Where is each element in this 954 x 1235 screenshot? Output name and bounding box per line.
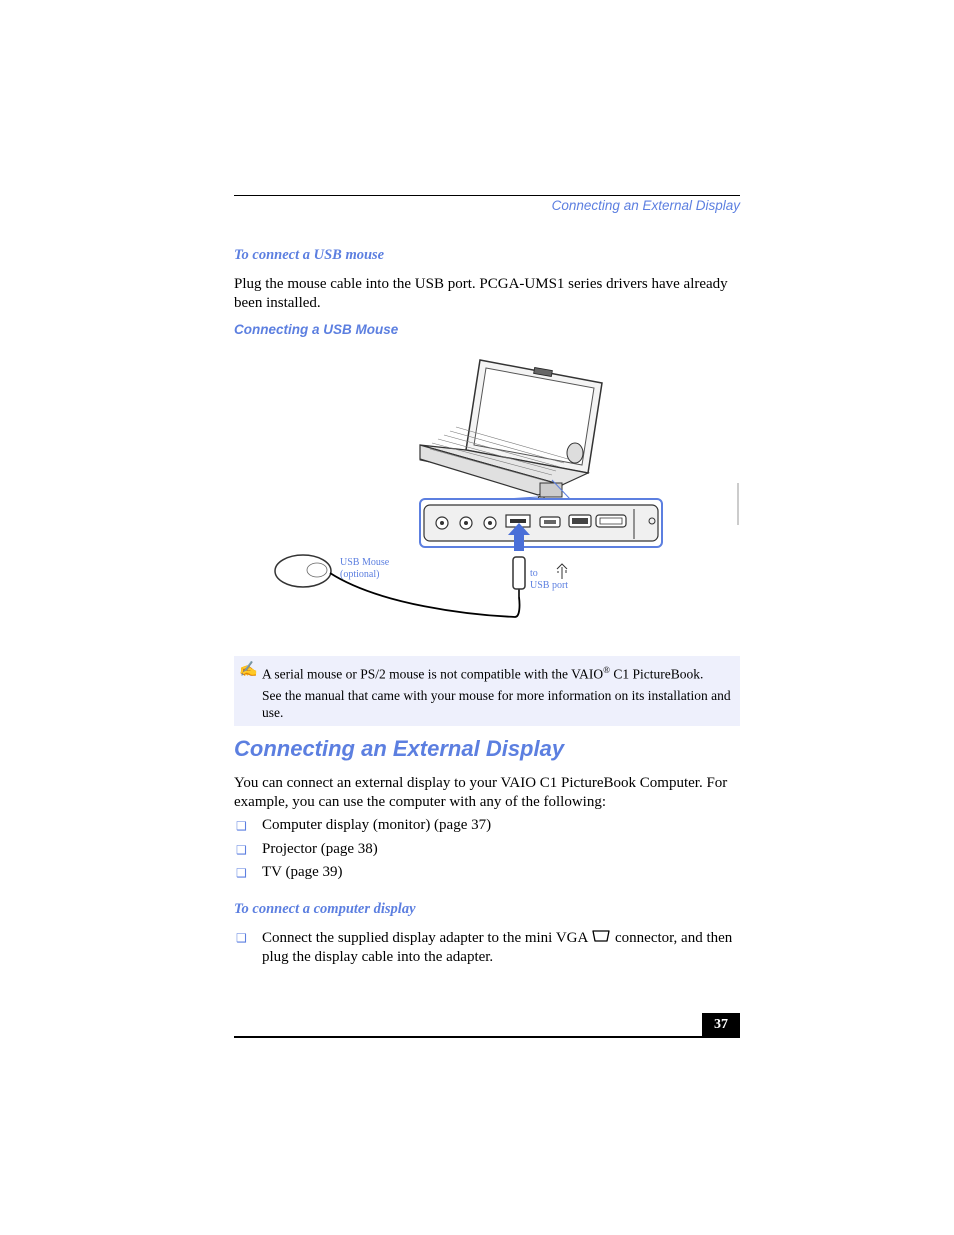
- note-line-1-end: C1 PictureBook.: [609, 666, 704, 682]
- checkbox-bullet-icon: ❑: [236, 843, 247, 857]
- usb-procedure-heading: To connect a USB mouse: [234, 247, 385, 263]
- usb-body-text: Plug the mouse cable into the USB port. PCGA-UMS1 series drivers have already been installed.: [234, 276, 728, 311]
- usb-mouse-label-line2: (optional): [340, 569, 380, 580]
- page-number: 37: [702, 1013, 740, 1036]
- display-step: [262, 929, 734, 967]
- display-procedure-heading: To connect a computer display: [234, 901, 416, 917]
- usb-mouse-label-line1: USB Mouse: [340, 557, 390, 568]
- mini-vga-icon: [591, 929, 611, 943]
- display-step-start: Connect the supplied display adapter to the mini VGA: [262, 930, 588, 946]
- pencil-note-icon: ✍: [239, 662, 258, 678]
- note-line-2: See the manual that came with your mouse for more information on its installation and use.: [262, 688, 731, 720]
- list-item: [234, 840, 740, 863]
- figure-caption: Connecting a USB Mouse: [234, 322, 399, 337]
- section-title: Connecting an External Display: [234, 736, 565, 761]
- checkbox-bullet-icon: ❑: [236, 819, 247, 833]
- note-line-1-text: A serial mouse or PS/2 mouse is not compatible with the VAIO: [262, 666, 604, 682]
- display-options-list: [234, 816, 740, 886]
- checkbox-bullet-icon: ❑: [236, 866, 247, 880]
- usb-port-label-line2: USB port: [530, 580, 569, 591]
- display-intro-text: You can connect an external display to your VAIO C1 PictureBook Computer. For example, you can use the computer with any of the following:: [234, 775, 728, 810]
- usb-plug-and-arrow: [508, 523, 530, 597]
- list-item-text: Projector (page 38): [262, 841, 378, 857]
- usb-mouse-illustration: [270, 355, 740, 625]
- header-rule: [234, 195, 740, 196]
- list-item: [234, 816, 740, 840]
- registered-mark: ®: [603, 665, 610, 675]
- list-item-text: Computer display (monitor) (page 37): [262, 817, 492, 833]
- list-item-text: TV (page 39): [262, 864, 343, 880]
- port-panel-closeup: [420, 499, 662, 547]
- usb-mouse-label: [340, 557, 389, 581]
- usb-port-label-line1: to: [530, 568, 538, 579]
- display-step-end: connector, and then plug the display cable into the adapter.: [262, 930, 733, 965]
- laptop-illustration: [420, 360, 602, 510]
- footer-rule: [234, 1036, 740, 1038]
- list-item: [234, 863, 740, 886]
- usb-mouse: [275, 555, 520, 617]
- running-head: Connecting an External Display: [551, 198, 740, 213]
- usb-port-label: [530, 568, 568, 592]
- checkbox-bullet-icon: ❑: [236, 931, 247, 945]
- note-line-1: [262, 662, 732, 683]
